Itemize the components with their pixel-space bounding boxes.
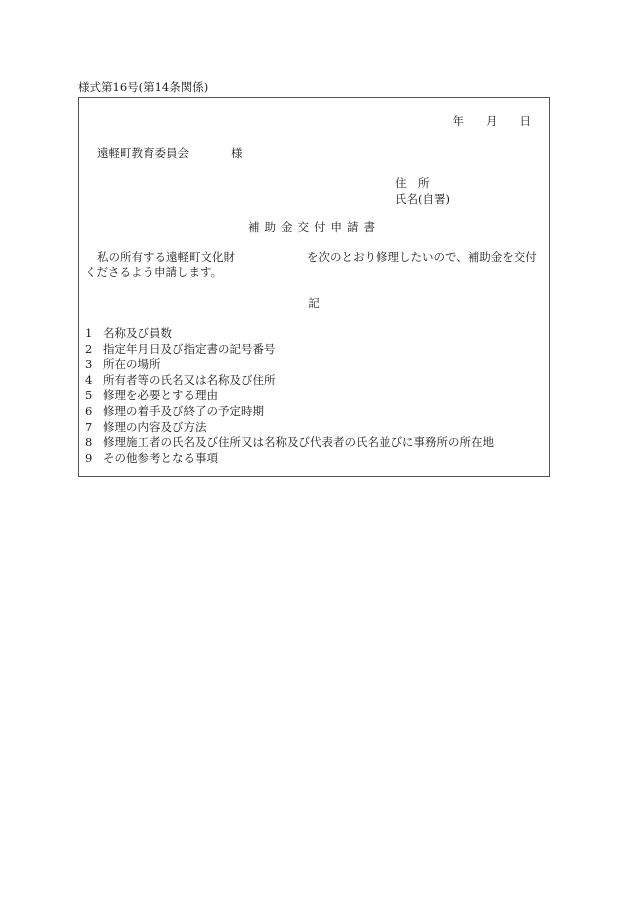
- item-text: 修理施工者の氏名及び住所又は名称及び代表者の氏名並びに事務所の所在地: [103, 435, 494, 450]
- item-text: 修理の内容及び方法: [103, 419, 207, 434]
- date-year-label: 年: [452, 114, 464, 128]
- body-line-1: [85, 250, 543, 265]
- application-body: [85, 250, 543, 280]
- list-item: [85, 420, 494, 436]
- item-text: その他参考となる事項: [103, 450, 218, 465]
- body-text-before-blank: 私の所有する遠軽町文化財: [97, 250, 235, 264]
- application-form-frame: [78, 97, 550, 477]
- applicant-block: [395, 176, 450, 208]
- addressee-name: 遠軽町教育委員会: [97, 146, 189, 160]
- item-number: 5: [85, 388, 93, 403]
- item-number: 1: [85, 326, 93, 340]
- list-item: [85, 388, 494, 404]
- item-number: 6: [85, 403, 93, 418]
- date-month-label: 月: [486, 114, 498, 128]
- item-text: 指定年月日及び指定書の記号番号: [103, 341, 276, 356]
- form-number-label: 様式第16号(第14条関係): [78, 80, 209, 94]
- item-text: 所在の場所: [103, 357, 161, 372]
- addressee-honorific: 様: [231, 146, 243, 160]
- date-day-label: 日: [519, 114, 531, 128]
- list-item: [85, 404, 494, 420]
- item-text: 所有者等の氏名又は名称及び住所: [103, 372, 276, 387]
- applicant-name-label: 氏名(自署): [395, 192, 450, 206]
- item-number: 3: [85, 357, 93, 372]
- item-text: 修理を必要とする理由: [103, 388, 218, 403]
- body-line-2: くださるよう申請します。: [85, 264, 223, 279]
- item-text: 名称及び員数: [103, 326, 172, 340]
- item-list: [85, 326, 494, 466]
- applicant-address-label: 住 所: [395, 176, 430, 190]
- item-number: 9: [85, 450, 93, 465]
- list-item: [85, 373, 494, 389]
- item-text: 修理の着手及び終了の予定時期: [103, 403, 264, 418]
- date-line: [453, 114, 532, 129]
- list-item: [85, 435, 494, 451]
- list-item: [85, 451, 494, 467]
- list-item: [85, 326, 494, 342]
- ki-heading: 記: [308, 296, 320, 310]
- body-text-after-blank: を次のとおり修理したいので、補助金を交付: [307, 250, 537, 264]
- item-number: 7: [85, 419, 93, 434]
- list-item: [85, 342, 494, 358]
- item-number: 8: [85, 435, 93, 450]
- document-title: 補助金交付申請書: [248, 220, 380, 234]
- list-item: [85, 357, 494, 373]
- item-number: 2: [85, 341, 93, 356]
- item-number: 4: [85, 372, 93, 387]
- addressee: [97, 146, 243, 161]
